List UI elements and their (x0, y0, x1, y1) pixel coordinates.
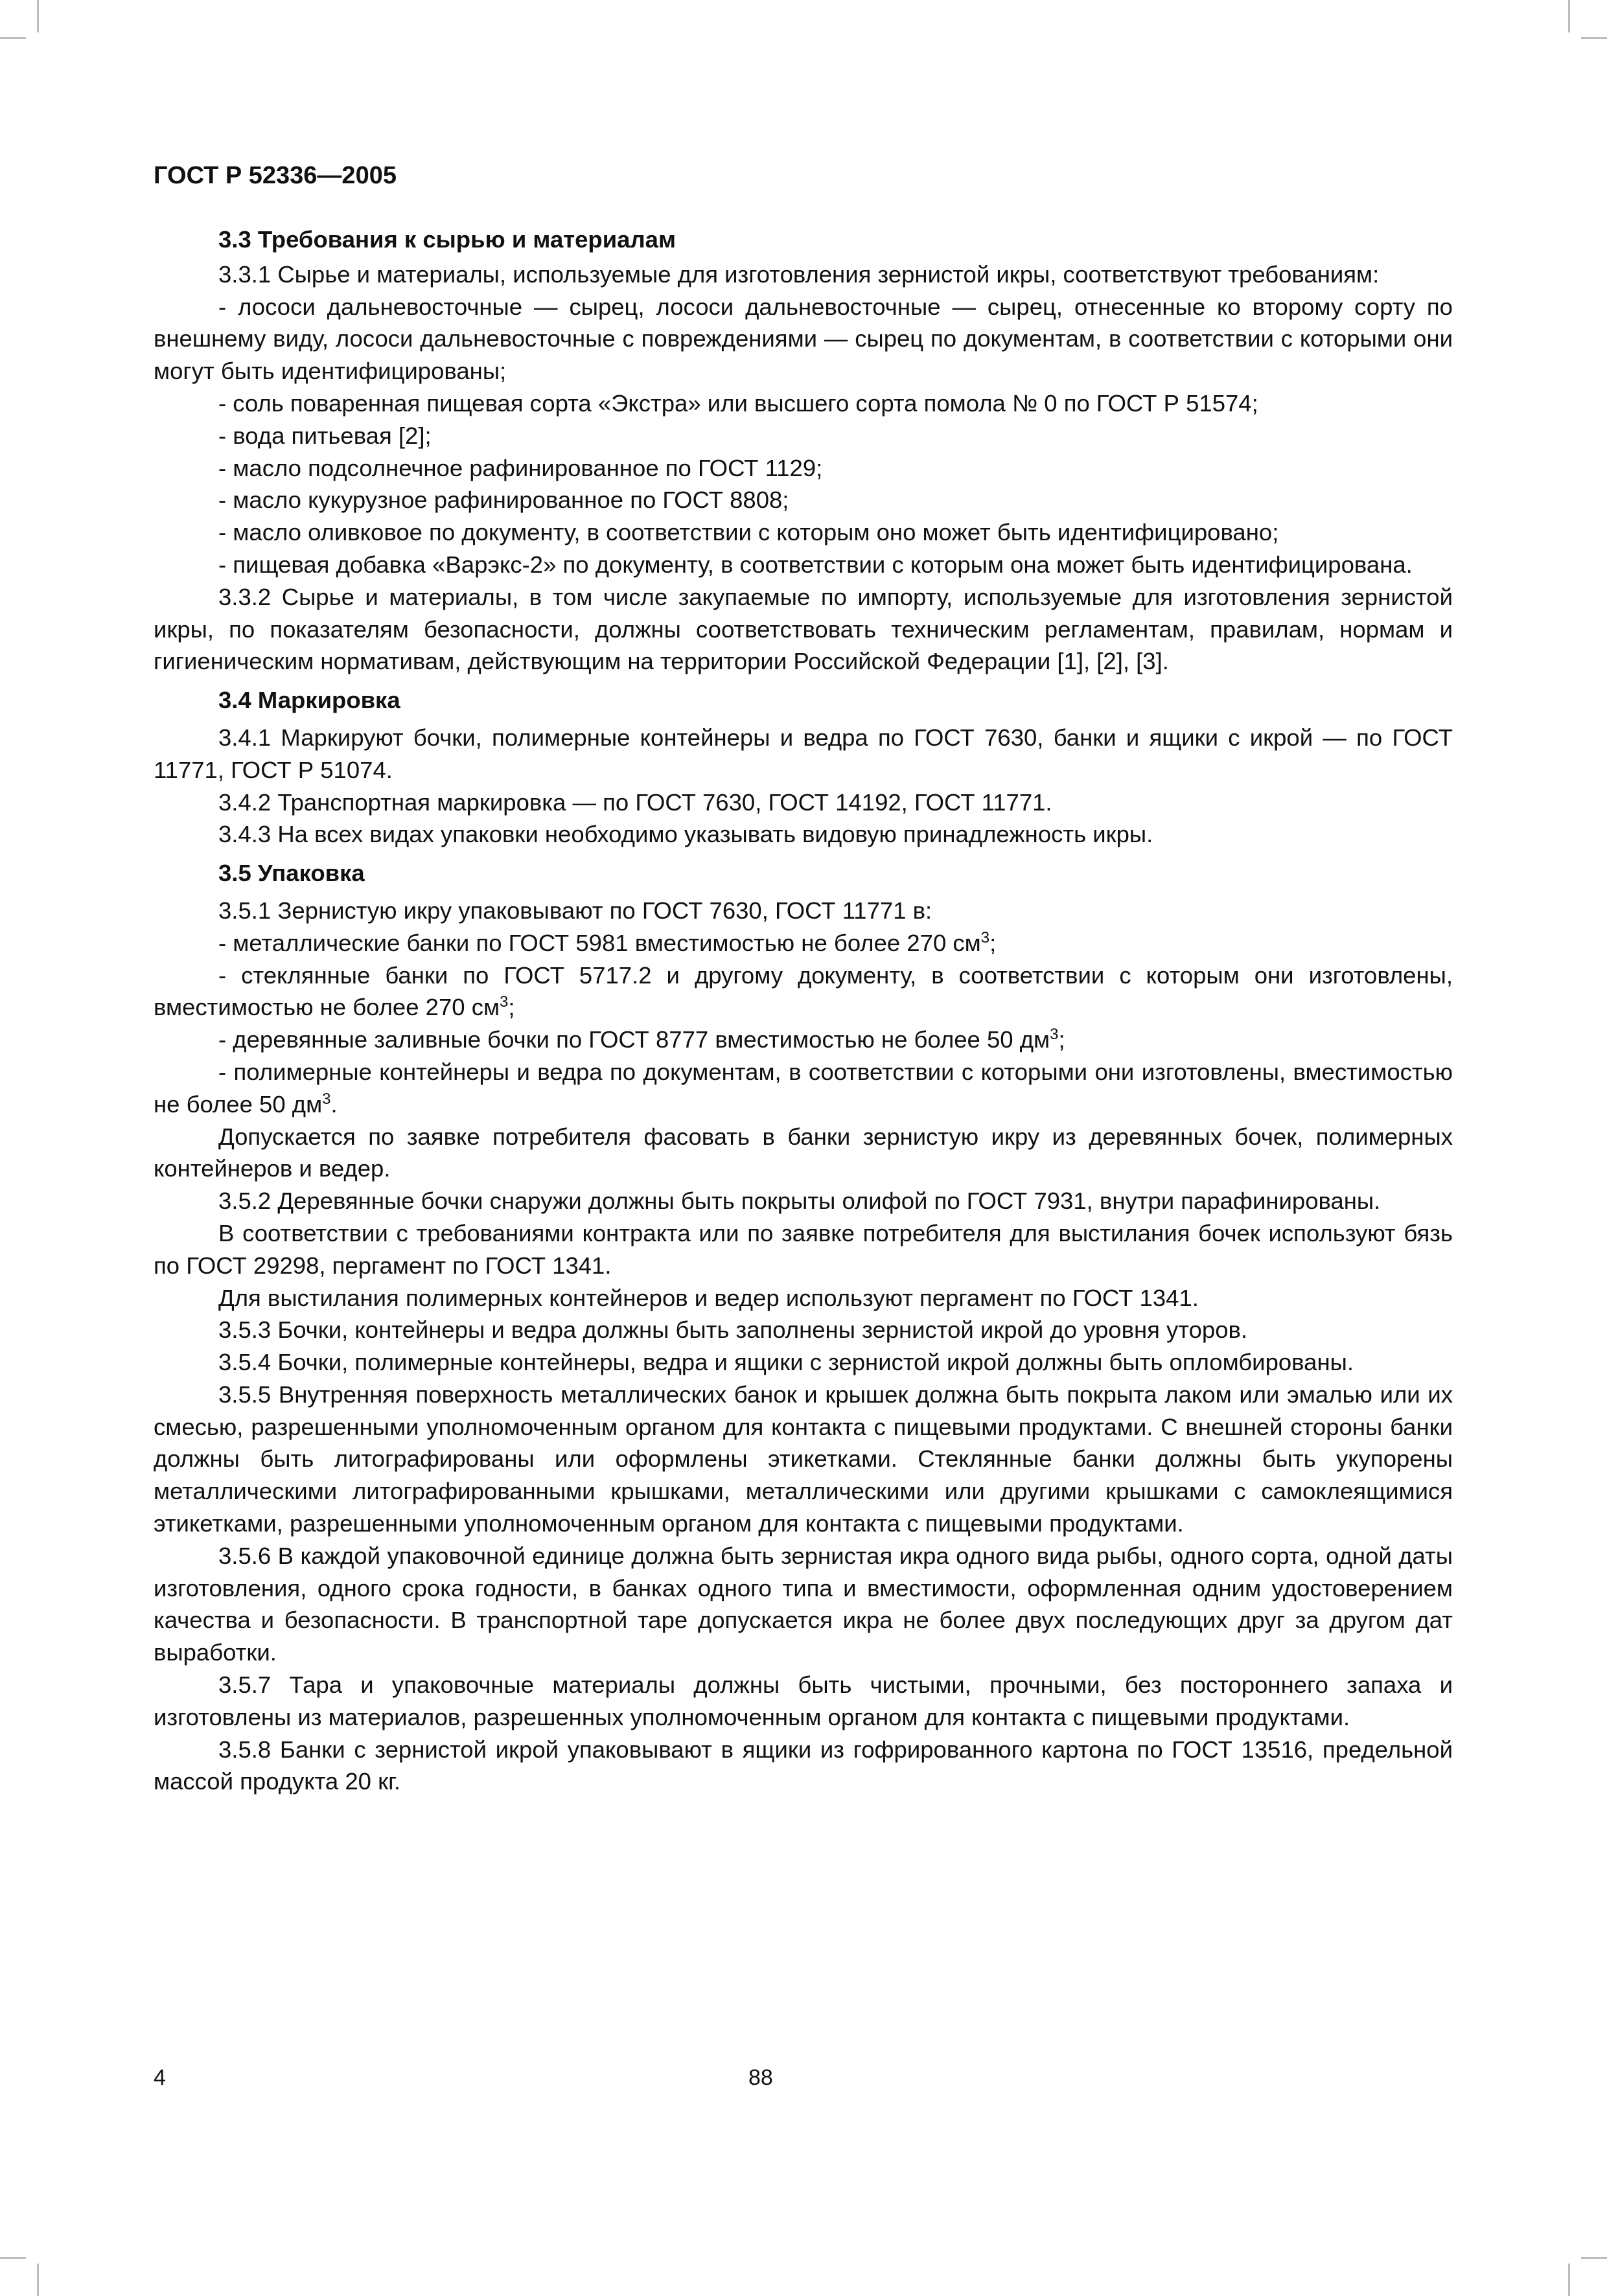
crop-mark (0, 37, 26, 39)
crop-mark (37, 2264, 39, 2296)
crop-mark (37, 0, 39, 32)
superscript: 3 (322, 1090, 331, 1108)
paragraph (154, 959, 1453, 1024)
superscript: 3 (1050, 1025, 1059, 1043)
punctuation: ; (508, 994, 515, 1021)
paragraph: 3.3.1 Сырье и материалы, используемые для изготовления зернистой икры, соответствуют требованиям: (218, 260, 1380, 288)
paragraph: 3.5.7 Тара и упаковочные материалы должны быть чистыми, прочными, без постороннего запаха и изготовлены из материалов, разрешенных уполномоченным органом для контакта с пищевыми продуктами. (154, 1671, 1453, 1730)
crop-mark (1581, 37, 1607, 39)
document-header: ГОСТ Р 52336—2005 (154, 162, 397, 189)
section-heading: 3.4 Маркировка (218, 687, 400, 714)
paragraph: - масло подсолнечное рафинированное по ГОСТ 1129; (218, 454, 823, 481)
page-number: 4 (154, 2065, 166, 2090)
superscript: 3 (980, 928, 990, 947)
paragraph: 3.5.8 Банки с зернистой икрой упаковывают в ящики из гофрированного картона по ГОСТ 13516, предельной массой продукта 20 кг. (154, 1736, 1453, 1795)
paragraph: 3.4.3 На всех видах упаковки необходимо указывать видовую принадлежность икры. (218, 821, 1153, 848)
paragraph: - лососи дальневосточные — сырец, лососи дальневосточные — сырец, отнесенные ко второму сорту по внешнему виду, лососи дальневосточные с повреждениями — сырец по документам, в соответствии с которыми они могут быть идентифицированы; (154, 293, 1453, 385)
paragraph: 3.5.6 В каждой упаковочной единице должна быть зернистая икра одного вида рыбы, одного сорта, одной даты изготовления, одного срока годности, в банках одного типа и вместимости, оформленная одним удостоверением качества и безопасности. В транспортной таре допускается икра не более двух последующих друг за другом дат выработки. (154, 1542, 1453, 1666)
crop-mark (0, 2257, 26, 2259)
paragraph: В соответствии с требованиями контракта или по заявке потребителя для выстилания бочек используют бязь по ГОСТ 29298, пергамент по ГОСТ 1341. (154, 1219, 1453, 1279)
paragraph-text: - полимерные контейнеры и ведра по документам, в соответствии с которыми они изготовлены, вместимостью не более 50 дм (154, 1058, 1453, 1118)
paragraph: 3.5.4 Бочки, полимерные контейнеры, ведра и ящики с зернистой икрой должны быть опломбированы. (218, 1349, 1354, 1376)
paragraph: - вода питьевая [2]; (218, 422, 432, 449)
paragraph-text: - металлические банки по ГОСТ 5981 вместимостью не более 270 см (218, 929, 981, 956)
crop-mark (1568, 2264, 1570, 2296)
paragraph-text: - деревянные заливные бочки по ГОСТ 8777 вместимостью не более 50 дм (218, 1026, 1050, 1053)
punctuation: ; (1058, 1026, 1065, 1053)
page-number-center: 88 (748, 2065, 773, 2090)
paragraph: 3.3.2 Сырье и материалы, в том числе закупаемые по импорту, используемые для изготовления зернистой икры, по показателям безопасности, должны соответствовать техническим регламентам, правилам, нормам и гигиеническим нормативам, действующим на территории Российской Федерации [1], [2], [3]. (154, 583, 1453, 675)
paragraph: - масло кукурузное рафинированное по ГОСТ 8808; (218, 487, 789, 514)
paragraph-text: - стеклянные банки по ГОСТ 5717.2 и другому документу, в соответствии с которым они изготовлены, вместимостью не более 270 см (154, 961, 1453, 1021)
paragraph (154, 927, 1453, 959)
punctuation: . (330, 1090, 338, 1118)
paragraph: Для выстилания полимерных контейнеров и ведер используют пергамент по ГОСТ 1341. (218, 1284, 1199, 1311)
punctuation: ; (989, 929, 997, 956)
crop-mark (1568, 0, 1570, 32)
superscript: 3 (500, 993, 509, 1011)
paragraph: 3.5.2 Деревянные бочки снаружи должны быть покрыты олифой по ГОСТ 7931, внутри парафинированы. (218, 1188, 1381, 1215)
paragraph (154, 1056, 1453, 1121)
section-heading: 3.5 Упаковка (218, 860, 365, 887)
paragraph: 3.5.5 Внутренняя поверхность металлических банок и крышек должна быть покрыта лаком или эмалью или их смесью, разрешенными уполномоченным органом для контакта с пищевыми продуктами. С внешней стороны банки должны быть литографированы или оформлены этикетками. Стеклянные банки должны быть укупорены металлическими литографированными крышками, металлическими или другими крышками с самоклеящимися этикетками, разрешенными уполномоченным органом для контакта с пищевыми продуктами. (154, 1381, 1453, 1537)
paragraph: - пищевая добавка «Варэкс-2» по документу, в соответствии с которым она может быть идентифицирована. (218, 551, 1413, 578)
paragraph (154, 1024, 1453, 1056)
paragraph: 3.5.3 Бочки, контейнеры и ведра должны быть заполнены зернистой икрой до уровня уторов. (218, 1316, 1248, 1344)
paragraph: Допускается по заявке потребителя фасовать в банки зернистую икру из деревянных бочек, полимерных контейнеров и ведер. (154, 1123, 1453, 1182)
crop-mark (1581, 2257, 1607, 2259)
paragraph: - масло оливковое по документу, в соответствии с которым оно может быть идентифицировано; (218, 519, 1279, 546)
paragraph: 3.4.1 Маркируют бочки, полимерные контейнеры и ведра по ГОСТ 7630, банки и ящики с икрой — по ГОСТ 11771, ГОСТ Р 51074. (154, 724, 1453, 783)
document-body (154, 224, 1453, 1798)
section-heading: 3.3 Требования к сырью и материалам (218, 226, 676, 253)
paragraph: 3.4.2 Транспортная маркировка — по ГОСТ 7630, ГОСТ 14192, ГОСТ 11771. (218, 788, 1052, 816)
paragraph: - соль поваренная пищевая сорта «Экстра» или высшего сорта помола № 0 по ГОСТ Р 51574; (218, 389, 1258, 417)
paragraph: 3.5.1 Зернистую икру упаковывают по ГОСТ 7630, ГОСТ 11771 в: (218, 897, 932, 924)
